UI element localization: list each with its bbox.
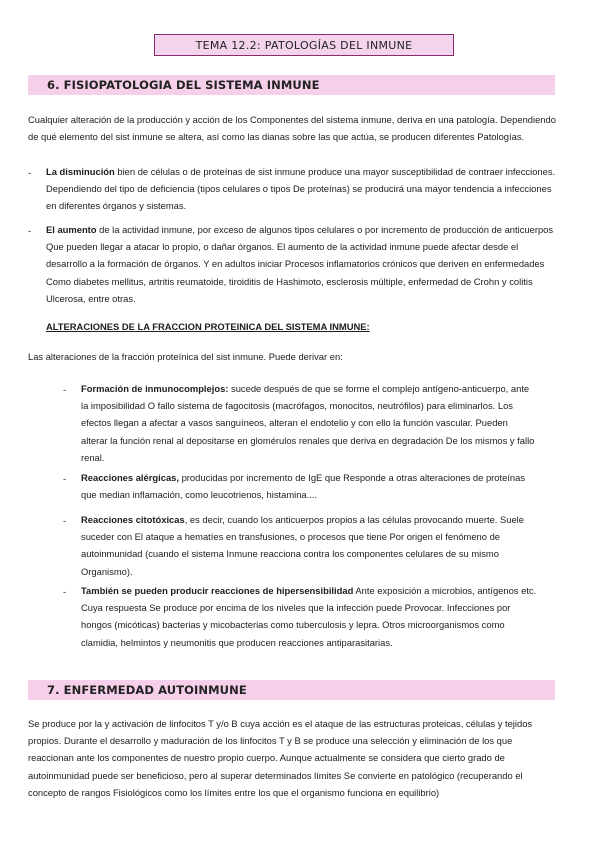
bullet-marker: -: [63, 586, 67, 597]
section-6-intro: Cualquier alteración de la producción y acción de los Componentes del sistema inmune, deriva en una patología. Dependiendo de qué elemento del sist inmune se altera, así como las dianas sobre las que actúa, se producen diferentes Patologías.: [28, 114, 556, 143]
list-item-text: de la actividad inmune, por exceso de algunos tipos celulares o por incremento de producción de anticuerpos Que pueden llegar a atacar lo propio, o dañar órganos. El aumento de la actividad inmune puede afectar desde el desarrollo a la formación de órganos. Y en adultos iniciar Procesos inflamatorios crónicos que deriven en enfermedades Como diabetes mellitus, artritis reumatoide, tiroiditis de Hashimoto, esclerosis múltiple, enfermedad de Crohn y colitis Ulcerosa, entre otras.: [46, 224, 554, 304]
bullet-marker: -: [63, 515, 67, 526]
list-item-disminucion: [46, 163, 558, 215]
list-item-bold: También se pueden producir reacciones de hipersensibilidad: [81, 585, 354, 596]
list-item-alergicas: [81, 469, 537, 503]
bullet-marker: -: [63, 384, 67, 395]
list-item-bold: Reacciones citotóxicas: [81, 514, 185, 525]
subsection-heading: ALTERACIONES DE LA FRACCION PROTEINICA DEL SISTEMA INMUNE:: [46, 321, 370, 332]
section-7-heading: 7. ENFERMEDAD AUTOINMUNE: [28, 680, 555, 700]
list-item-aumento: [46, 221, 558, 307]
page-title: TEMA 12.2: PATOLOGÍAS DEL INMUNE: [154, 34, 454, 56]
list-item-inmunocomplejos: [81, 380, 537, 466]
list-item-bold: Reacciones alérgicas,: [81, 472, 179, 483]
section-6-heading: 6. FISIOPATOLOGIA DEL SISTEMA INMUNE: [28, 75, 555, 95]
bullet-marker: -: [28, 225, 32, 236]
list-item-text: Ante exposición a microbios, antígenos etc. Cuya respuesta Se produce por encima de los niveles que la infección puede Provocar. Infecciones por hongos (micóticas) bacterias y micobacterias como tuberculosis y lepra. Otros microorganismos como clamidia, helmintos y neumonitis que producen reacciones antiparasitarias.: [81, 585, 537, 648]
list-item-bold: El aumento: [46, 224, 97, 235]
list-item-text: producidas por incremento de IgE que Responde a otras alteraciones de proteínas que median inflamación, como leucotrienos, histamina....: [81, 472, 526, 501]
list-item-citotoxicas: [81, 511, 537, 580]
list-item-bold: Formación de inmunocomplejos:: [81, 383, 229, 394]
bullet-marker: -: [63, 473, 67, 484]
list-item-hipersensibilidad: [81, 582, 537, 651]
list-item-text: bien de células o de proteínas de sist inmune produce una mayor susceptibilidad de contraer infecciones. Dependiendo del tipo de deficiencia (tipos celulares o tipos De proteínas) se producirá una mayor tendencia a infecciones en diferentes órganos y sistemas.: [46, 166, 556, 212]
section-7-text: Se produce por la y activación de linfocitos T y/o B cuya acción es el ataque de las estructuras proteicas, células y tejidos propios. Durante el desarrollo y maduración de los linfocitos T y B se produce una selección y eliminación de los que reaccionan ante los componentes de nuestro propio cuerpo. Aunque actualmente se considera que cierto grado de autoinmunidad puede ser beneficioso, pero al superar determinados límites Se convierte en patológico (recuperando el concepto de rangos Fisiológicos como los límites entre los que el organismo funciona en equilibrio): [28, 718, 533, 798]
list-item-bold: La disminución: [46, 166, 115, 177]
bullet-marker: -: [28, 167, 32, 178]
subsection-intro: Las alteraciones de la fracción proteínica del sist inmune. Puede derivar en:: [28, 351, 343, 362]
list-item-text: , es decir, cuando los anticuerpos propios a las células provocando muerte. Suele suceder con El ataque a hematíes en transfusiones, o procesos que tiene Por origen el fenómeno de autoinmunidad (cuando el sistema Inmune reacciona contra los componentes celulares de su mismo Organismo).: [81, 514, 524, 577]
list-item-text: sucede después de que se forme el complejo antígeno-anticuerpo, ante la imposibilidad O fallo sistema de fagocitosis (macrófagos, monocitos, neutrófilos) para eliminarlos. Los efectos llegan a afectar a vasos sanguíneos, alteran el endotelio y con ello la función vascular. Pueden alterar la función renal al depositarse en glomérulos renales que deriva en degradación De los mismos y fallo renal.: [81, 383, 535, 463]
